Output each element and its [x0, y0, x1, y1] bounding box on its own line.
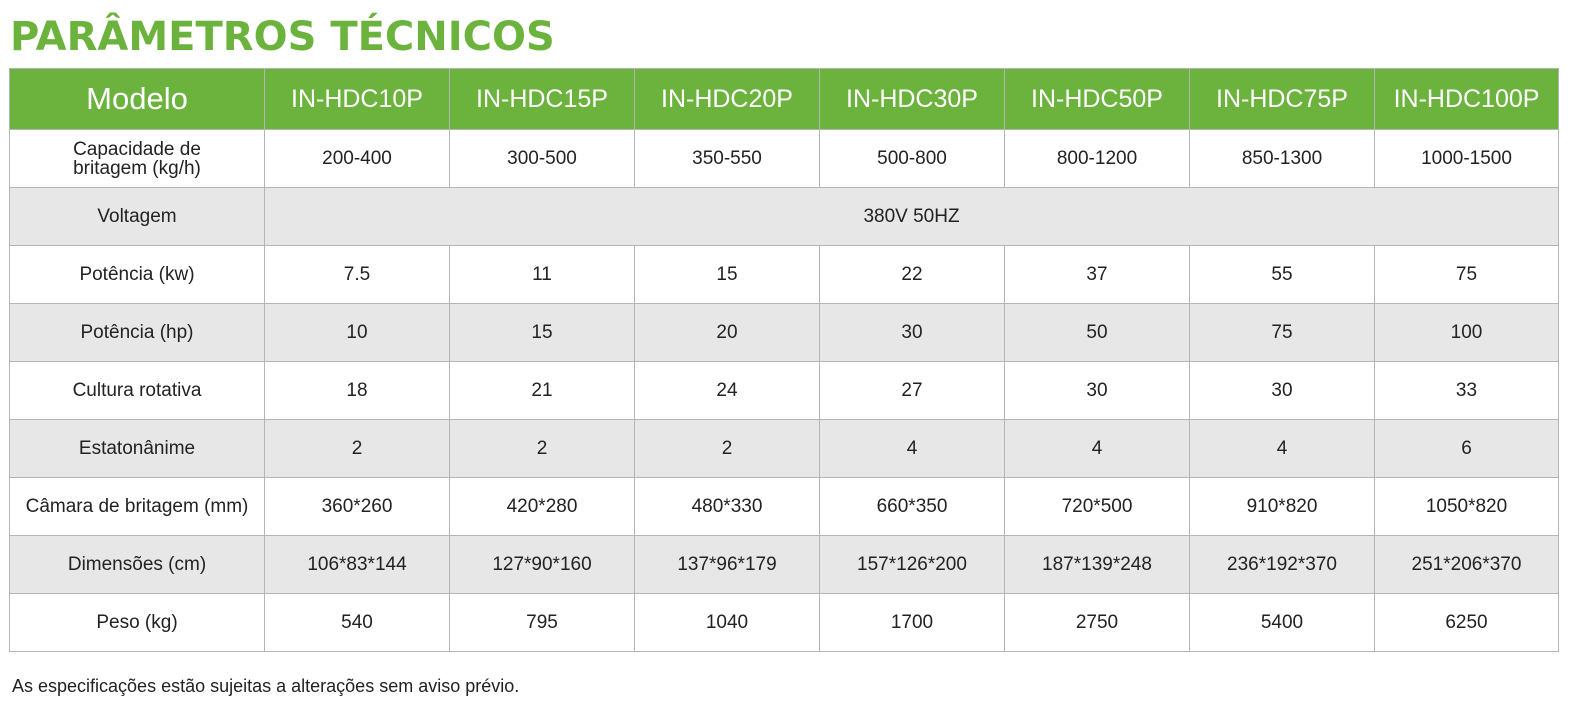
table-cell: 2: [635, 420, 820, 478]
table-cell: 15: [635, 246, 820, 304]
table-row-potencia-kw: [10, 246, 1559, 304]
table-cell: 11: [450, 246, 635, 304]
table-cell: 20: [635, 304, 820, 362]
header-model: IN-HDC30P: [820, 69, 1005, 130]
table-row-dimensoes: [10, 536, 1559, 594]
table-row-estatonanime: [10, 420, 1559, 478]
header-model: IN-HDC15P: [450, 69, 635, 130]
table-row-potencia-hp: [10, 304, 1559, 362]
table-cell: 480*330: [635, 478, 820, 536]
table-cell: 2750: [1005, 594, 1190, 652]
table-cell: 500-800: [820, 130, 1005, 188]
row-label: Câmara de britagem (mm): [10, 478, 265, 536]
row-label-line: Capacidade de: [73, 138, 201, 160]
row-label: [10, 130, 265, 188]
table-cell: 800-1200: [1005, 130, 1190, 188]
header-model: IN-HDC50P: [1005, 69, 1190, 130]
table-cell: 22: [820, 246, 1005, 304]
table-cell: 37: [1005, 246, 1190, 304]
table-cell: 30: [820, 304, 1005, 362]
table-cell: 795: [450, 594, 635, 652]
table-cell: 55: [1190, 246, 1375, 304]
table-cell: 720*500: [1005, 478, 1190, 536]
row-label: Potência (hp): [10, 304, 265, 362]
table-cell: 106*83*144: [265, 536, 450, 594]
table-cell: 33: [1375, 362, 1559, 420]
page-title: PARÂMETROS TÉCNICOS: [10, 14, 555, 60]
table-cell: 236*192*370: [1190, 536, 1375, 594]
table-cell: 660*350: [820, 478, 1005, 536]
table-cell: 4: [1190, 420, 1375, 478]
table-cell: 350-550: [635, 130, 820, 188]
table-cell: 910*820: [1190, 478, 1375, 536]
row-label-line: britagem (kg/h): [73, 157, 201, 179]
table-header-row: [10, 69, 1559, 130]
table-cell: 2: [450, 420, 635, 478]
row-label: Cultura rotativa: [10, 362, 265, 420]
table-cell: 10: [265, 304, 450, 362]
table-cell: 1050*820: [1375, 478, 1559, 536]
table-cell: 127*90*160: [450, 536, 635, 594]
table-cell: 540: [265, 594, 450, 652]
table-cell: 360*260: [265, 478, 450, 536]
table-cell: 15: [450, 304, 635, 362]
table-cell: 75: [1375, 246, 1559, 304]
table-cell: 157*126*200: [820, 536, 1005, 594]
table-cell: 27: [820, 362, 1005, 420]
table-cell: 420*280: [450, 478, 635, 536]
table-cell: 200-400: [265, 130, 450, 188]
table-cell: 300-500: [450, 130, 635, 188]
table-row-capacidade: [10, 130, 1559, 188]
table-cell: 6250: [1375, 594, 1559, 652]
table-cell: 21: [450, 362, 635, 420]
table-cell: 50: [1005, 304, 1190, 362]
table-cell: 850-1300: [1190, 130, 1375, 188]
table-row-camara: [10, 478, 1559, 536]
table-cell-merged: 380V 50HZ: [265, 188, 1559, 246]
table-cell: 251*206*370: [1375, 536, 1559, 594]
table-cell: 137*96*179: [635, 536, 820, 594]
specifications-table: [9, 68, 1559, 652]
table-cell: 4: [820, 420, 1005, 478]
row-label: Dimensões (cm): [10, 536, 265, 594]
table-cell: 187*139*248: [1005, 536, 1190, 594]
footnote: As especificações estão sujeitas a alterações sem aviso prévio.: [12, 676, 520, 696]
header-model: IN-HDC75P: [1190, 69, 1375, 130]
table-row-peso: [10, 594, 1559, 652]
table-cell: 24: [635, 362, 820, 420]
header-model-label: Modelo: [10, 69, 265, 130]
table-cell: 30: [1005, 362, 1190, 420]
table-cell: 4: [1005, 420, 1190, 478]
table-cell: 75: [1190, 304, 1375, 362]
table-row-cultura: [10, 362, 1559, 420]
table-cell: 5400: [1190, 594, 1375, 652]
table-cell: 18: [265, 362, 450, 420]
row-label: Estatonânime: [10, 420, 265, 478]
header-model: IN-HDC20P: [635, 69, 820, 130]
header-model: IN-HDC100P: [1375, 69, 1559, 130]
table-cell: 1040: [635, 594, 820, 652]
header-model: IN-HDC10P: [265, 69, 450, 130]
table-cell: 1000-1500: [1375, 130, 1559, 188]
row-label: Voltagem: [10, 188, 265, 246]
table-row-voltagem: [10, 188, 1559, 246]
table-cell: 6: [1375, 420, 1559, 478]
row-label: Potência (kw): [10, 246, 265, 304]
table-cell: 1700: [820, 594, 1005, 652]
table-cell: 30: [1190, 362, 1375, 420]
table-cell: 7.5: [265, 246, 450, 304]
row-label: Peso (kg): [10, 594, 265, 652]
table-cell: 2: [265, 420, 450, 478]
table-cell: 100: [1375, 304, 1559, 362]
